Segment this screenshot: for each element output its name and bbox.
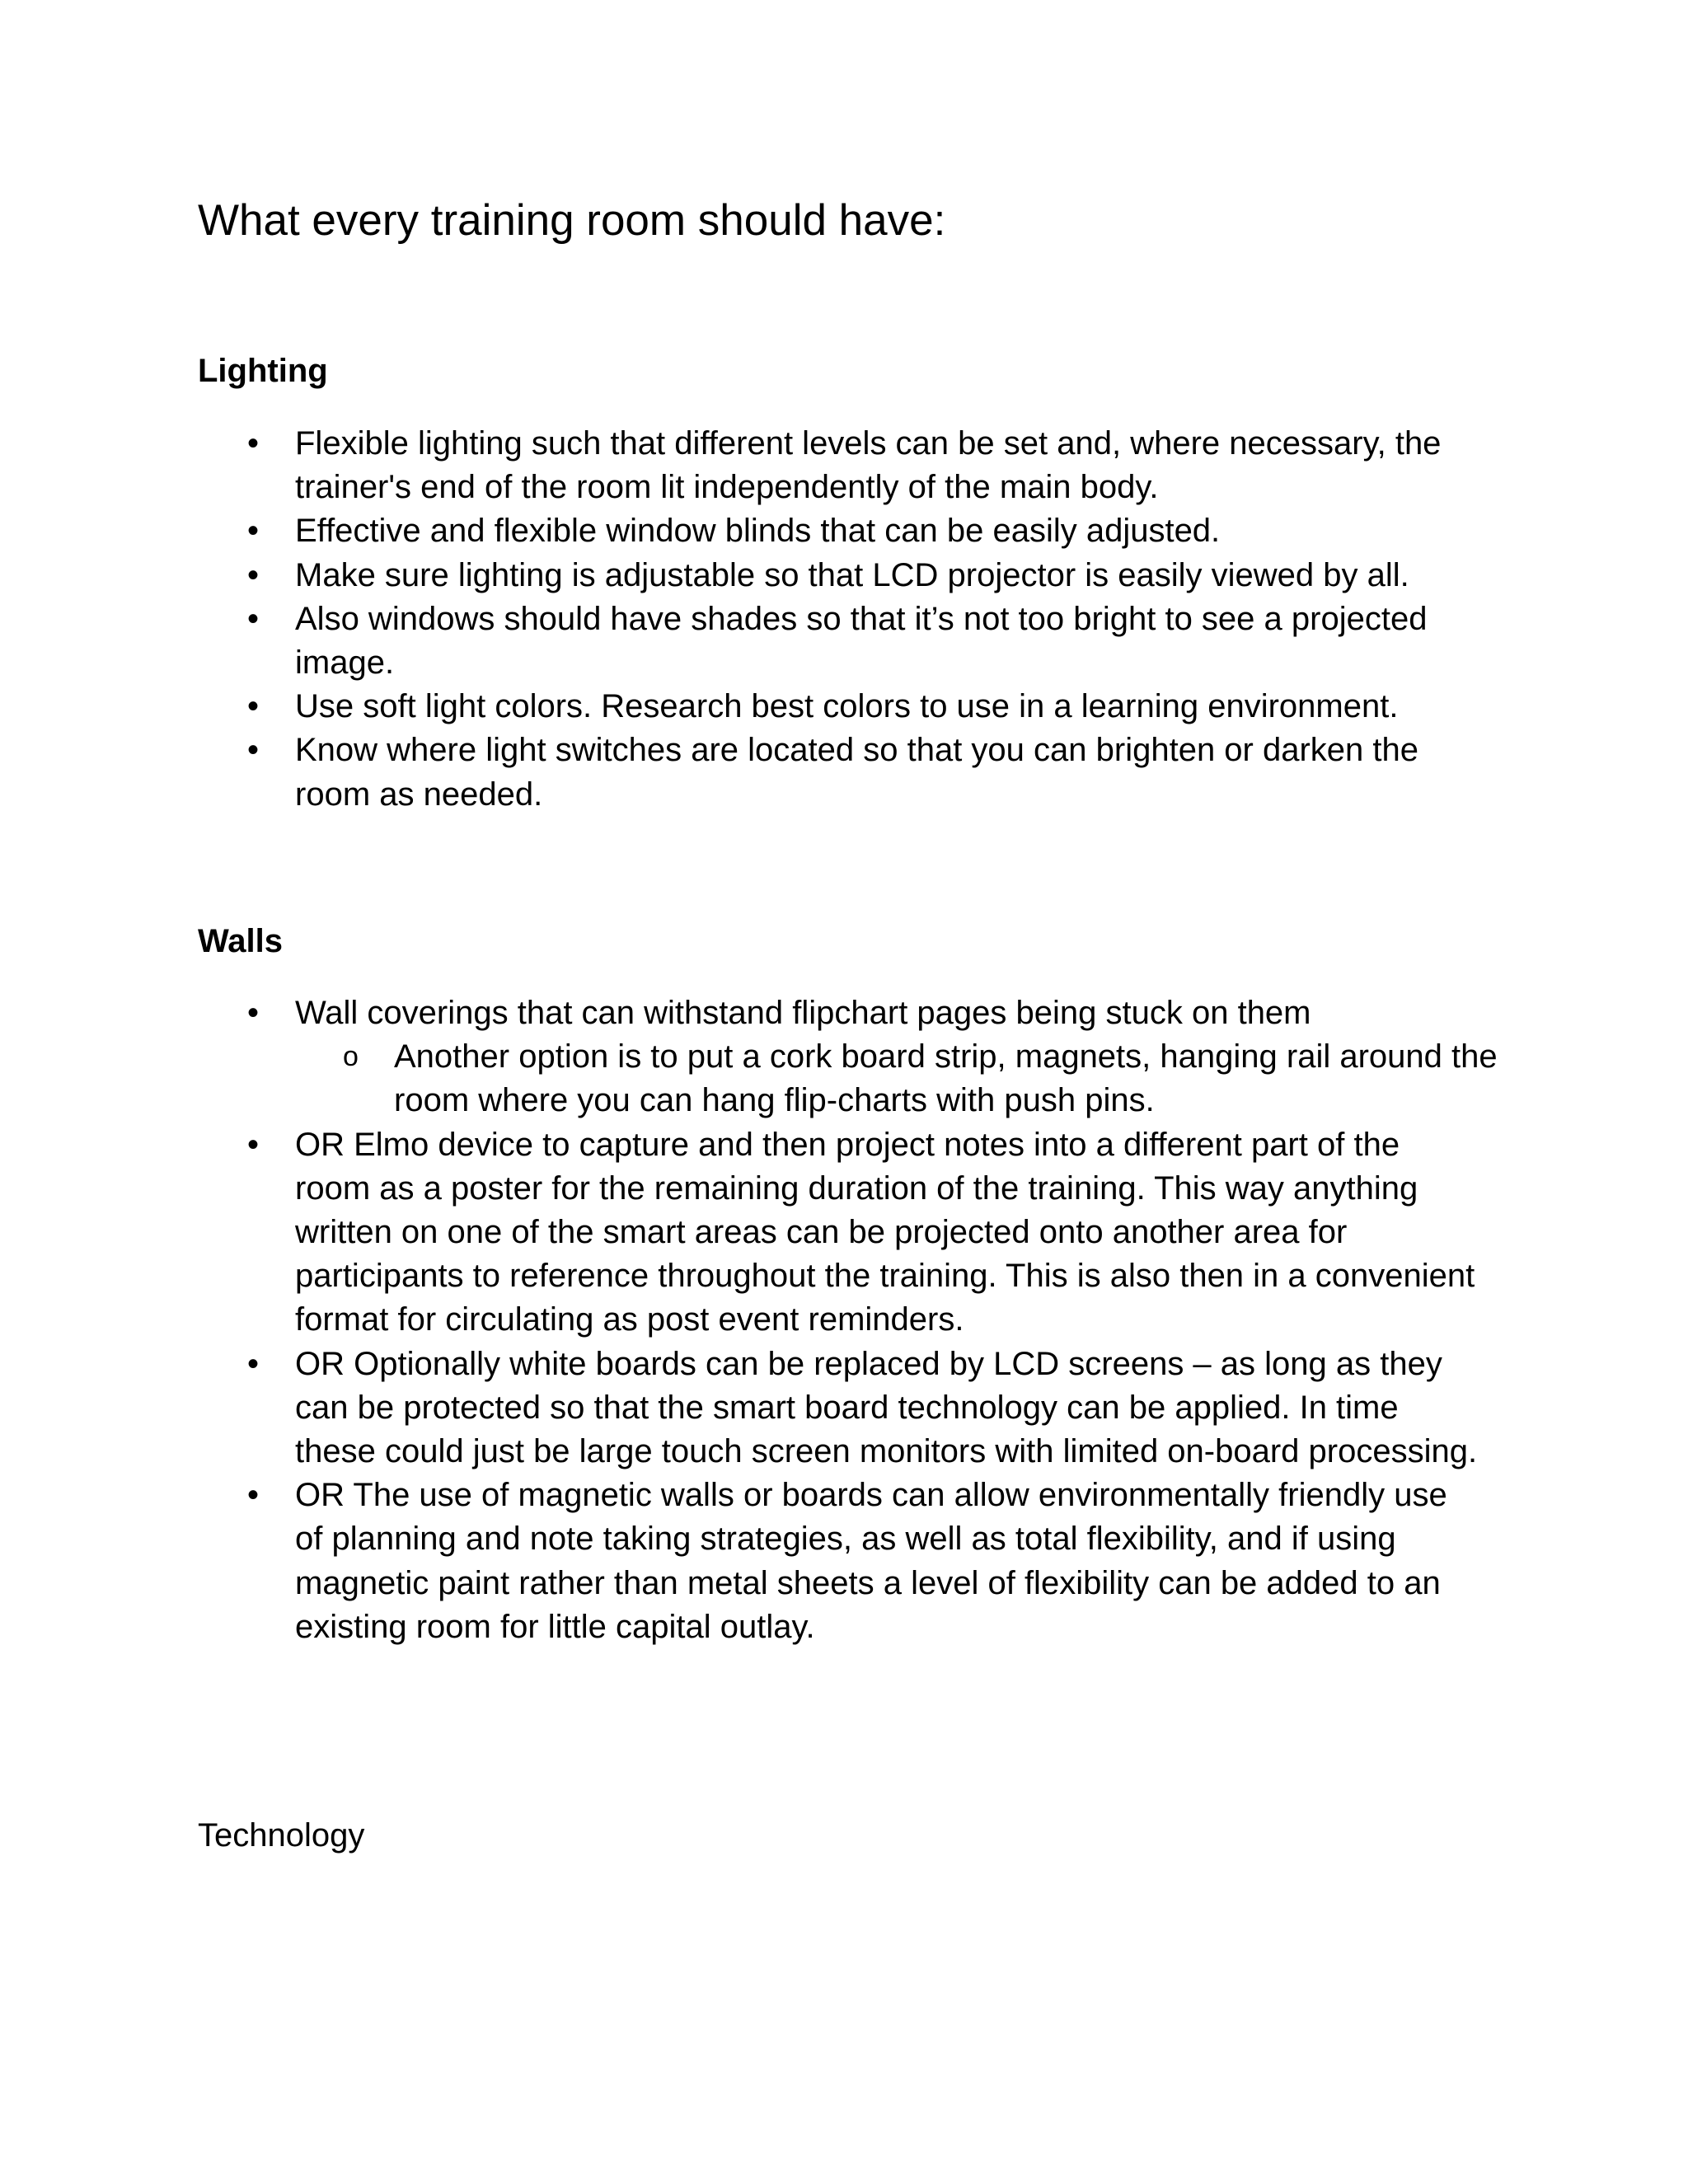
walls-sub-list bbox=[295, 1035, 1498, 1122]
bullet-icon: • bbox=[247, 1126, 260, 1163]
list-item-text: Wall coverings that can withstand flipchart pages being stuck on them bbox=[295, 995, 1311, 1031]
list-item-text: OR Optionally white boards can be replaced by LCD screens – as long as they can be protected so that the smart board technology can be applied. In time these could just be large touch screen monitors with limited on-board processing. bbox=[295, 1345, 1478, 1470]
circle-bullet-icon: o bbox=[343, 1041, 359, 1073]
list-item-text: Flexible lighting such that different levels can be set and, where necessary, the trainer's end of the room lit independently of the main body. bbox=[295, 425, 1442, 506]
list-item bbox=[0, 729, 1482, 816]
list-item bbox=[0, 554, 1482, 598]
list-item bbox=[0, 509, 1482, 553]
walls-list bbox=[0, 991, 1498, 1649]
list-item bbox=[0, 598, 1482, 685]
section-heading-walls: Walls bbox=[198, 923, 283, 959]
list-item-text: Know where light switches are located so that you can brighten or darken the room as needed. bbox=[295, 732, 1419, 813]
bullet-icon: • bbox=[247, 425, 260, 462]
sub-list-item-text: Another option is to put a cork board strip, magnets, hanging rail around the room where you can hang flip-charts with push pins. bbox=[394, 1038, 1498, 1119]
list-item bbox=[0, 685, 1482, 729]
list-item-text: Make sure lighting is adjustable so that LCD projector is easily viewed by all. bbox=[295, 556, 1409, 593]
sub-list-item bbox=[295, 1035, 1498, 1122]
bullet-icon: • bbox=[247, 513, 260, 550]
list-item-text: OR The use of magnetic walls or boards can allow environmentally friendly use of planning and note taking strategies, as well as total flexibility, and if using magnetic paint rather than metal sheets a level of flexibility can be added to an existing room for little capital outlay. bbox=[295, 1477, 1447, 1645]
list-item-text: Effective and flexible window blinds that can be easily adjusted. bbox=[295, 513, 1221, 550]
lighting-list bbox=[0, 422, 1482, 817]
bullet-icon: • bbox=[247, 556, 260, 593]
list-item-text: OR Elmo device to capture and then project notes into a different part of the room as a poster for the remaining duration of the training. This way anything written on one of the smart areas can be projected onto another area for participants to reference throughout the training. This is also then in a convenient format for circulating as post event reminders. bbox=[295, 1126, 1475, 1338]
bullet-icon: • bbox=[247, 1345, 260, 1382]
section-heading-technology: Technology bbox=[198, 1817, 365, 1854]
page-title: What every training room should have: bbox=[198, 196, 946, 245]
bullet-icon: • bbox=[247, 600, 260, 637]
list-item bbox=[0, 422, 1482, 509]
bullet-icon: • bbox=[247, 732, 260, 769]
bullet-icon: • bbox=[247, 688, 260, 725]
section-heading-lighting: Lighting bbox=[198, 353, 328, 389]
list-item-text: Also windows should have shades so that it’s not too bright to see a projected image. bbox=[295, 600, 1428, 682]
bullet-icon: • bbox=[247, 995, 260, 1031]
list-item bbox=[0, 1343, 1482, 1474]
list-item bbox=[0, 991, 1498, 1123]
list-item-text: Use soft light colors. Research best colors to use in a learning environment. bbox=[295, 688, 1399, 725]
bullet-icon: • bbox=[247, 1477, 260, 1514]
list-item bbox=[0, 1123, 1482, 1343]
list-item bbox=[0, 1474, 1482, 1649]
